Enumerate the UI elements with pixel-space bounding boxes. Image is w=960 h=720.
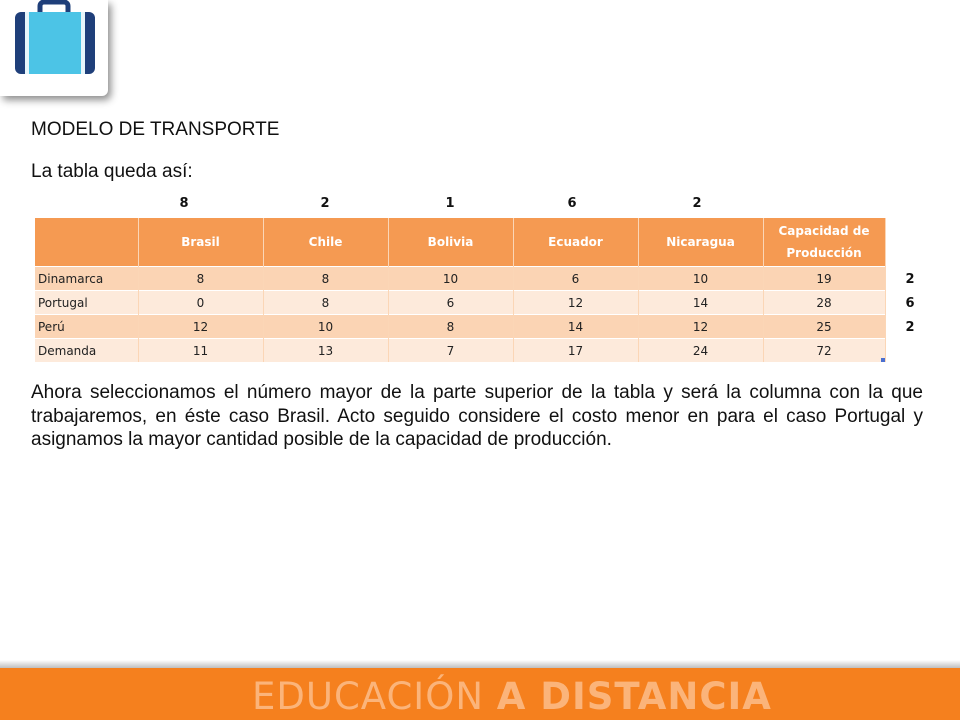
table-cell: 24 <box>638 339 763 363</box>
table-cell: 25 <box>763 315 885 339</box>
table-cell: 28 <box>763 291 885 315</box>
row-penalty-dinamarca: 2 <box>905 272 915 287</box>
column-penalty-nicaragua: 2 <box>692 196 702 211</box>
table-cell: 10 <box>263 315 388 339</box>
table-cell: 6 <box>513 267 638 291</box>
row-label: Dinamarca <box>35 267 138 291</box>
footer-brand <box>252 675 772 718</box>
footer-brand-bold: A DISTANCIA <box>496 675 772 718</box>
resize-handle-marker <box>881 358 885 362</box>
table-cell: 10 <box>638 267 763 291</box>
column-penalty-chile: 2 <box>320 196 330 211</box>
logo-container <box>0 0 108 96</box>
table-cell: 12 <box>513 291 638 315</box>
table-cell: 10 <box>388 267 513 291</box>
transport-table <box>35 218 886 362</box>
table-row <box>35 315 885 339</box>
header-chile: Chile <box>263 218 388 267</box>
table-cell: 8 <box>388 315 513 339</box>
header-nicaragua: Nicaragua <box>638 218 763 267</box>
table-cell: 0 <box>138 291 263 315</box>
row-penalty-peru: 2 <box>905 320 915 335</box>
table-cell: 14 <box>513 315 638 339</box>
table-cell: 8 <box>263 267 388 291</box>
column-penalty-bolivia: 1 <box>445 196 455 211</box>
header-ecuador: Ecuador <box>513 218 638 267</box>
table-cell: 8 <box>138 267 263 291</box>
footer-shadow <box>0 660 960 668</box>
table-cell: 6 <box>388 291 513 315</box>
table-cell: 13 <box>263 339 388 363</box>
suitcase-icon <box>10 0 100 82</box>
table-cell: 19 <box>763 267 885 291</box>
header-capacidad: Capacidad de Producción <box>763 218 885 267</box>
header-brasil: Brasil <box>138 218 263 267</box>
column-penalty-brasil: 8 <box>179 196 189 211</box>
header-bolivia: Bolivia <box>388 218 513 267</box>
table-cell: 14 <box>638 291 763 315</box>
footer-banner <box>0 668 960 720</box>
table-cell: 17 <box>513 339 638 363</box>
table-row <box>35 267 885 291</box>
body-paragraph: Ahora seleccionamos el número mayor de la parte superior de la tabla y será la columna con la que trabajaremos, en éste caso Brasil. Acto seguido considere el costo menor en para el caso Portugal y asignamos la mayor cantidad posible de la capacidad de producción. <box>31 382 923 450</box>
table-header-row <box>35 218 885 267</box>
header-empty <box>35 218 138 267</box>
table-cell: 12 <box>638 315 763 339</box>
footer-brand-light: EDUCACIÓN <box>252 675 484 718</box>
subtitle: La tabla queda así: <box>31 161 193 182</box>
row-penalty-portugal: 6 <box>905 296 915 311</box>
page-title: MODELO DE TRANSPORTE <box>31 119 280 140</box>
table-cell: 11 <box>138 339 263 363</box>
table-cell: 72 <box>763 339 885 363</box>
table-row <box>35 339 885 363</box>
column-penalty-ecuador: 6 <box>567 196 577 211</box>
row-label: Portugal <box>35 291 138 315</box>
table-cell: 12 <box>138 315 263 339</box>
table-row <box>35 291 885 315</box>
table-cell: 7 <box>388 339 513 363</box>
row-label: Perú <box>35 315 138 339</box>
table-cell: 8 <box>263 291 388 315</box>
row-label: Demanda <box>35 339 138 363</box>
